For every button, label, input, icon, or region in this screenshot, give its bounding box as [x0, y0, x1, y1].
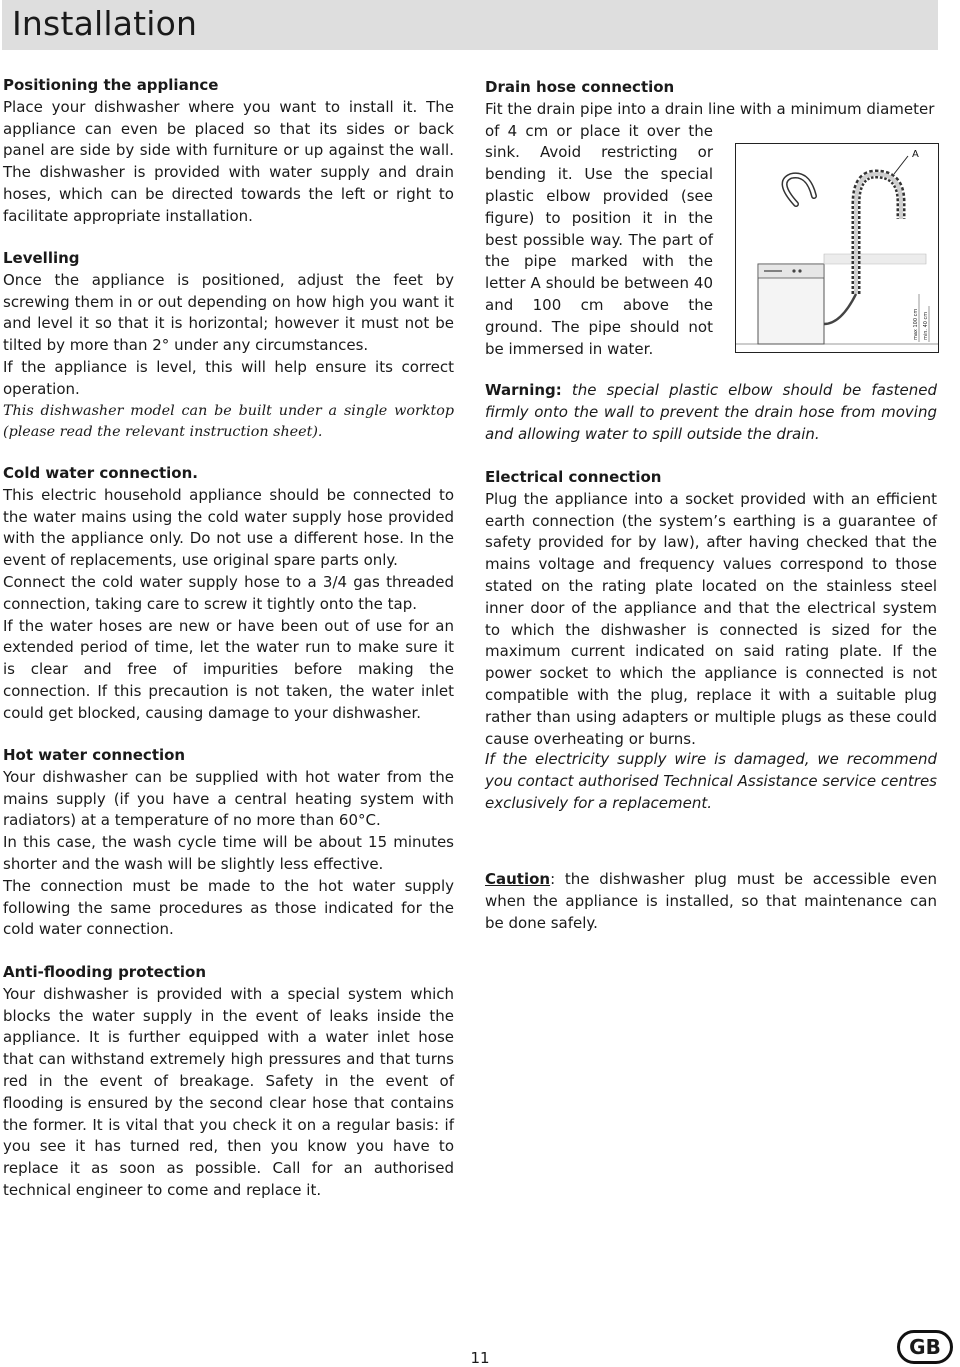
hot-water-p2: In this case, the wash cycle time will be about 15 minutes shorter and the wash will be slightly less effective.: [3, 833, 454, 873]
language-badge: GB: [897, 1330, 953, 1364]
warning-section: [485, 380, 937, 445]
caution-body: : the dishwasher plug must be accessible even when the appliance is installed, so that maintenance can be done safely.: [485, 870, 937, 932]
positioning-heading: Positioning the appliance: [3, 76, 219, 94]
cold-water-section: [3, 463, 454, 725]
positioning-section: [3, 75, 454, 228]
warning-text: [485, 380, 937, 445]
caution-label: Caution: [485, 870, 551, 888]
electrical-heading: Electrical connection: [485, 468, 662, 486]
hot-water-section: [3, 745, 454, 941]
drain-intro: Fit the drain pipe into a drain line with a minimum diameter: [485, 99, 935, 118]
hot-water-p1: Your dishwasher can be supplied with hot water from the mains supply (if you have a central heating system with radiators) at a temperature of no more than 60°C.: [3, 767, 454, 830]
figure-label-a: A: [912, 149, 919, 160]
caution-section: [485, 869, 937, 934]
hot-water-heading: Hot water connection: [3, 746, 186, 764]
cold-water-p3: If the water hoses are new or have been out of use for an extended period of time, let the water run to make sure it is clear and free of impurities before making the connection. If this precaution is not taken, the water inlet could get blocked, causing damage to your dishwasher.: [3, 616, 454, 722]
supply-note-section: [485, 749, 937, 814]
cold-water-p1: This electric household appliance should be connected to the water mains using the cold water supply hose provided with the appliance only. Do not use a different hose. In the event of replacements, use original spare parts only.: [3, 485, 454, 570]
electrical-body: Plug the appliance into a socket provided with an efficient earth connection (the system’s earthing is a guarantee of safety provided for by law), after having checked that the mains voltage and frequency values correspond to those stated on the rating plate located on the stainless steel inner door of the appliance and that the electrical system to which the dishwasher is connected is sized for the maximum current indicated on said rating plate. If the power socket to which the appliance is connected is not compatible with the plug, replace it with a suitable plug rather than using adapters or multiple plugs as these could cause overheating or burns.: [485, 489, 937, 748]
figure-min-label: min. 40 cm: [923, 311, 929, 340]
drain-hose-illustration: [736, 144, 938, 352]
levelling-body: Once the appliance is positioned, adjust the feet by screwing them in or out depending on how high you want it and level it so that it is horizontal; however it must not be tilted by more than 2° under any circumstances.: [3, 270, 454, 355]
drain-hose-figure: [735, 143, 939, 353]
electrical-section: [485, 467, 937, 750]
anti-flooding-heading: Anti-flooding protection: [3, 963, 207, 981]
drain-heading: Drain hose connection: [485, 78, 675, 96]
cold-water-p2: Connect the cold water supply hose to a 3/4 gas threaded connection, taking care to screw it tightly onto the tap.: [3, 572, 454, 613]
positioning-body: Place your dishwasher where you want to install it. The appliance can even be placed so that its sides or back panel are side by side with furniture or up against the wall. The dishwasher is provided with water supply and drain hoses, which can be directed towards the left or right to facilitate appropriate installation.: [3, 97, 454, 225]
levelling-section: [3, 248, 454, 444]
caution-text: [485, 869, 937, 934]
levelling-note: This dishwasher model can be built under a single worktop (please read the relevant instruction sheet).: [3, 402, 454, 441]
page-number: 11: [470, 1349, 490, 1367]
cold-water-heading: Cold water connection.: [3, 464, 198, 482]
hot-water-p3: The connection must be made to the hot water supply following the same procedures as those indicated for the cold water connection.: [3, 876, 454, 939]
figure-max-label: max 100 cm: [913, 308, 919, 340]
drain-body: of 4 cm or place it over the sink. Avoid restricting or bending it. Use the special plastic elbow provided (see figure) to position it in the best possible way. The part of the pipe marked with the letter A should be between 40 and 100 cm above the ground. The pipe should not be immersed in water.: [485, 121, 713, 358]
anti-flooding-section: [3, 962, 454, 1202]
warning-body: the special plastic elbow should be fastened firmly onto the wall to prevent the drain hose from moving and allowing water to spill outside the drain.: [485, 381, 937, 443]
supply-note: If the electricity supply wire is damaged, we recommend you contact authorised Technical Assistance service centres exclusively for a replacement.: [485, 750, 937, 812]
levelling-body-2: If the appliance is level, this will help ensure its correct operation.: [3, 357, 454, 398]
warning-label: Warning:: [485, 381, 562, 399]
page-header: [2, 0, 938, 50]
page-title: Installation: [12, 4, 198, 43]
levelling-heading: Levelling: [3, 249, 80, 267]
anti-flooding-body: Your dishwasher is provided with a special system which blocks the water supply in the event of leaks inside the appliance. It is further equipped with a water inlet hose that can withstand extremely high pressures and that turns red in the event of breakage. Safety in the event of flooding is ensured by the second clear hose that contains the former. It is vital that you check it on a regular basis: if you see it has turned red, then you know you have to replace it as soon as possible. Call for an authorised technical engineer to come and replace it.: [3, 984, 454, 1199]
